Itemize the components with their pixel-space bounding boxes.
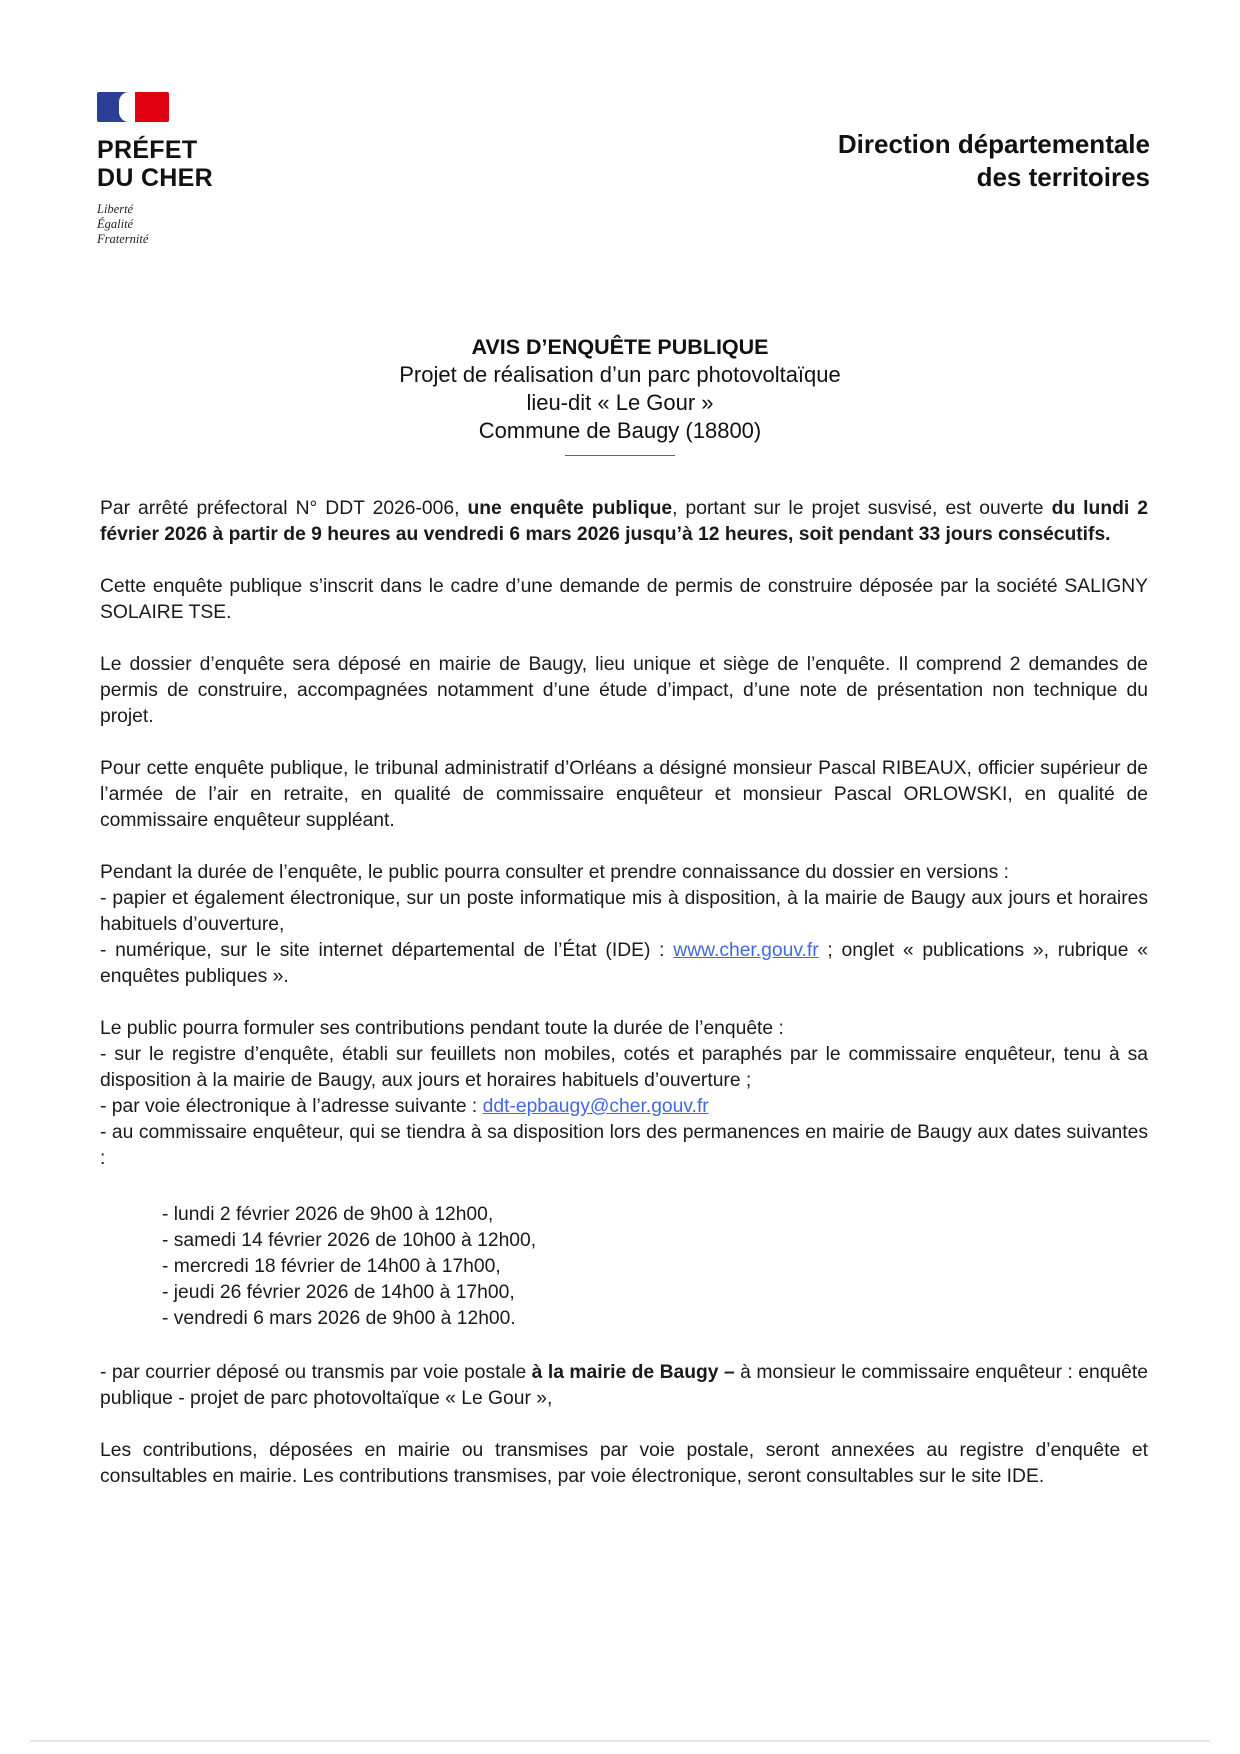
paragraph-cadre: Cette enquête publique s’inscrit dans le cadre d’une demande de permis de construire déposée par la société SALIGNY SOLAIRE TSE. [100, 576, 1148, 623]
document-title [0, 333, 1240, 456]
paragraph-contributions: Le public pourra formuler ses contributions pendant toute la durée de l’enquête : - sur le registre d’enquête, établi sur feuillets non mobiles, cotés et paraphés par le commissaire enquêteur, tenu à sa disposition à la mairie de Baugy, aux jours et horaires habituels d’ouverture ; - par voie électronique à l’adresse suivante : ddt-epbaugy@cher.gouv.fr - au commissaire enquêteur, qui se tiendra à sa disposition lors des permanences en mairie de Baugy aux dates suivantes : [100, 1018, 1148, 1169]
paragraph-consultation: Pendant la durée de l’enquête, le public pourra consulter et prendre connaissance du dossier en versions : - papier et également électronique, sur un poste informatique mis à disposition, à la mairie de Baugy aux jours et horaires habituels d’ouverture, - numérique, sur le site internet départemental de l’État (IDE) : www.cher.gouv.fr ; onglet « publications », rubrique « enquêtes publiques ». [100, 862, 1148, 987]
republic-motto: Liberté Égalité Fraternité [97, 202, 149, 246]
page-bottom-edge [30, 1740, 1210, 1742]
paragraph-courrier: - par courrier déposé ou transmis par voie postale à la mairie de Baugy – à monsieur le commissaire enquêteur : enquête publique - projet de parc photovoltaïque « Le Gour », [100, 1362, 1148, 1409]
commune-line: Commune de Baugy (18800) [478, 418, 762, 443]
place-line: lieu-dit « Le Gour » [526, 390, 714, 415]
list-item: - jeudi 26 février 2026 de 14h00 à 17h00, [162, 1282, 515, 1303]
prefecture-logo [97, 92, 213, 247]
permanences-list [162, 1202, 1148, 1332]
direction-title: Direction départementale des territoires [837, 129, 1150, 192]
list-item: - mercredi 18 février de 14h00 à 17h00, [162, 1256, 501, 1277]
notice-heading: AVIS D’ENQUÊTE PUBLIQUE [471, 335, 769, 359]
list-item: - lundi 2 février 2026 de 9h00 à 12h00, [162, 1204, 494, 1225]
marianne-flag-icon [97, 92, 169, 122]
list-item: - vendredi 6 mars 2026 de 9h00 à 12h00. [162, 1308, 516, 1329]
paragraph-arrete: Par arrêté préfectoral N° DDT 2026-006, une enquête publique, portant sur le projet susvisé, est ouverte du lundi 2 février 2026 à partir de 9 heures au vendredi 6 mars 2026 jusqu’à 12 heures, soit pendant 33 jours consécutifs. [100, 498, 1148, 545]
website-link[interactable]: www.cher.gouv.fr [673, 940, 819, 961]
paragraph-dossier: Le dossier d’enquête sera déposé en mairie de Baugy, lieu unique et siège de l’enquête. Il comprend 2 demandes de permis de construire, accompagnées notamment d’une étude d’impact, d’une note de présentation non technique du projet. [100, 654, 1148, 727]
paragraph-commissaire: Pour cette enquête publique, le tribunal administratif d’Orléans a désigné monsieur Pascal RIBEAUX, officier supérieur de l’armée de l’air en retraite, en qualité de commissaire enquêteur et monsieur Pascal ORLOWSKI, en qualité de commissaire enquêteur suppléant. [100, 758, 1148, 831]
project-line: Projet de réalisation d’un parc photovoltaïque [399, 362, 841, 387]
title-divider [565, 455, 675, 456]
document-body [100, 496, 1148, 1516]
list-item: - samedi 14 février 2026 de 10h00 à 12h00, [162, 1230, 537, 1251]
paragraph-annexes: Les contributions, déposées en mairie ou transmises par voie postale, seront annexées au registre d’enquête et consultables en mairie. Les contributions transmises, par voie électronique, seront consultables sur le site IDE. [100, 1440, 1148, 1487]
email-link[interactable]: ddt-epbaugy@cher.gouv.fr [482, 1096, 709, 1117]
prefecture-name: PRÉFET DU CHER [97, 136, 213, 192]
